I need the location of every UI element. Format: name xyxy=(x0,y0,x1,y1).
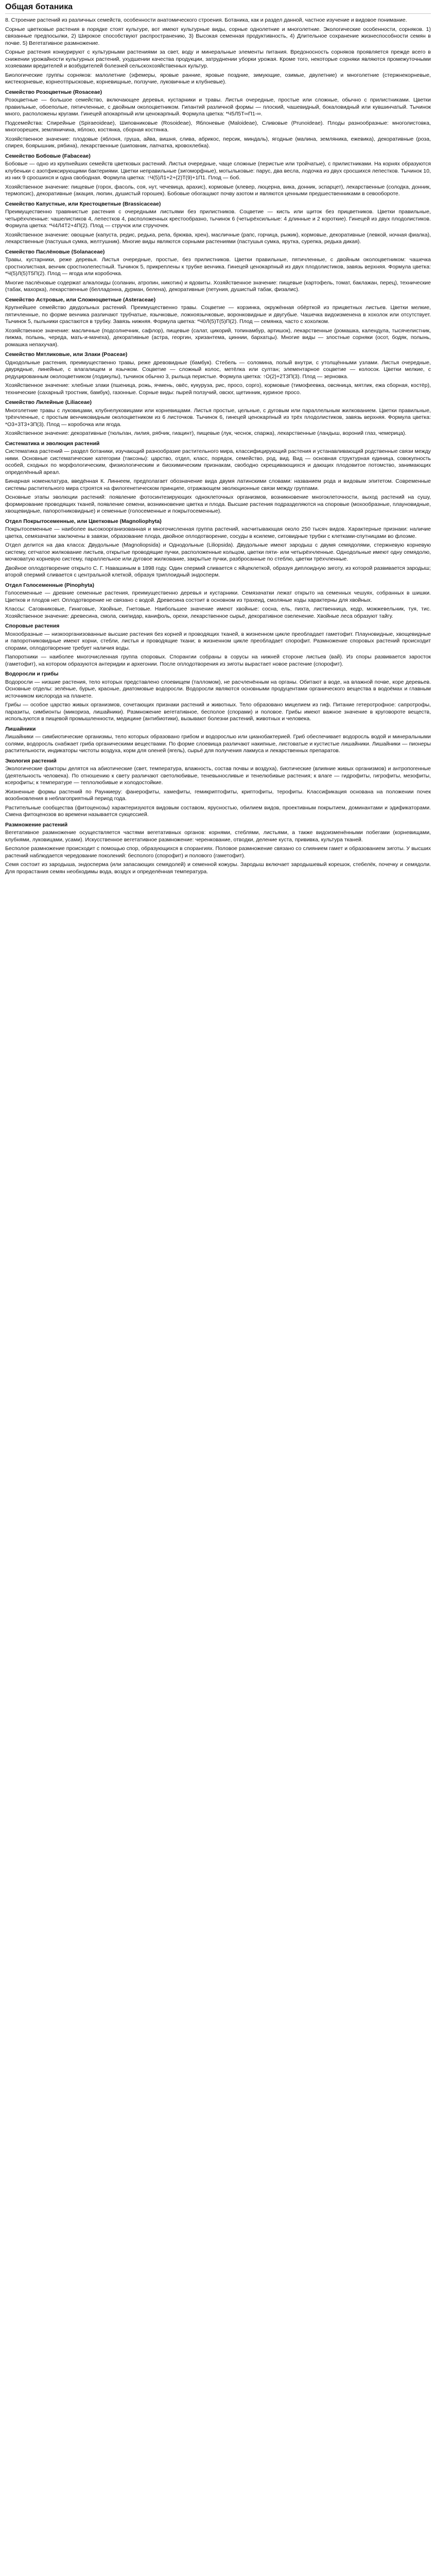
section-title: Семейство Бобовые (Fabaceae) xyxy=(5,152,91,159)
paragraph: Подсемейства: Спирейные (Spiraeoideae), Шиповниковые (Rosoideae), Яблоневые (Maloideae), Сливовые (Prunoideae). Плоды разнообразные: многолистовка, многоорешек, земляничина, яблоко, костянка, сборная костянка. xyxy=(5,120,431,133)
paragraph: Систематика растений — раздел ботаники, изучающий разнообразие растительного мира, классифицирующий растения и устанавливающий родственные связи между ними. Основные систематические категории (таксоны): царство, отдел, класс, порядок, семейство, род, вид. Вид — основная структурная единица, совокупность особей, сходных по морфологическим, физиологическим и биохимическим признакам, свободно скрещивающихся и дающих плодовитое потомство, занимающих определённый ареал. xyxy=(5,448,431,476)
section xyxy=(5,822,431,876)
paragraph: 8. Строение растений из различных семейств, особенности анатомического строения. Ботаника, как и раздел данной, частное изучение и видовое понимание. xyxy=(5,17,407,23)
section xyxy=(5,399,431,437)
paragraph: Хозяйственное значение: пищевые (горох, фасоль, соя, нут, чечевица, арахис), кормовые (клевер, люцерна, вика, донник, эспарцет), лекарственные (солодка, донник, термопсис), декоративные (акация, люпин, душистый горошек). Бобовые обогащают почву азотом и являются ценными предшественниками в севообороте. xyxy=(5,183,431,197)
paragraph: Крупнейшее семейство двудольных растений. Преимущественно травы. Соцветие — корзинка, окружённая обёрткой из прицветных листьев. Цветки мелкие, пятичленные, по форме венчика различают трубчатые, язычковые, ложноязычковые, воронковидные и двугубые. Чашечка видоизменена в хохолок или отсутствует. Тычинок 5, пыльники срастаются в трубку. Завязь нижняя. Формула цветка: *Ч0Л(5)Т(5)П(2). Плод — семянка, часто с хохолком. xyxy=(5,304,431,325)
section-title: Систематика и эволюция растений xyxy=(5,440,100,447)
section xyxy=(5,249,431,294)
section xyxy=(5,518,431,579)
section-title: Размножение растений xyxy=(5,821,68,828)
section xyxy=(5,623,431,668)
paragraph: Классы: Саговниковые, Гинкговые, Хвойные, Гнетовые. Наибольшее значение имеют хвойные: сосна, ель, пихта, лиственница, кедр, можжевельник, туя, тис. Хозяйственное значение: древесина, смола, скипидар, канифоль, орехи, лекарственное сырьё, декоративное озеленение. Хвойные леса образуют тайгу. xyxy=(5,606,431,619)
paragraph: Голосеменные — древние семенные растения, преимущественно деревья и кустарники. Семязачатки лежат открыто на семенных чешуях, собранных в шишки. Цветков и плодов нет. Оплодотворение не связано с водой. Древесина состоит в основном из трахеид, смоляные ходы характерны для хвойных. xyxy=(5,590,431,603)
section-title: Отдел Покрытосеменные, или Цветковые (Magnoliophyta) xyxy=(5,518,162,524)
section-title: Отдел Голосеменные (Pinophyta) xyxy=(5,582,94,588)
section xyxy=(5,440,431,515)
paragraph: Травы, кустарники, реже деревья. Листья очередные, простые, без прилистников. Цветки правильные, пятичленные, с двойным околоцветником: чашечка сростнолистная, венчик сростнолепестный. Тычинок 5, прикреплены к трубке венчика. Гинецей ценокарпный из двух плодолистиков, завязь верхняя. Формула цветка: *Ч(5)Л(5)Т5П(2). Плод — ягода или коробочка. xyxy=(5,257,431,277)
paragraph: Розоцветные — большое семейство, включающее деревья, кустарники и травы. Листья очередные, простые или сложные, обычно с прилистниками. Цветки правильные, обоеполые, пятичленные, с двойным околоцветником. Гипантий различной формы — плоский, чашевидный, бокаловидный или кувшинчатый. Тычинок много, расположены кругами. Гинецей апокарпный или ценокарпный. Формула цветка: *Ч5Л5Т∞П1-∞. xyxy=(5,97,431,117)
section-title: Семейство Астровые, или Сложноцветные (Asteraceae) xyxy=(5,296,156,303)
paragraph: Сорные цветковые растения в порядке стоят культуре, вот имеют культурные виды, сорные однолетние и многолетние. Экологические особенности, сорняков. 1) связанные предпосылки, 2) Широкое способствуют распространению, 3) Высокая семенная продуктивность, 4) Длительное сохранение жизнеспособности семян в почве. 5) Вегетативное размножение. xyxy=(5,26,431,46)
paragraph: Жизненные формы растений по Раункиеру: фанерофиты, хамефиты, гемикриптофиты, криптофиты, терофиты. Классификация основана на положении почек возобновления в неблагоприятный период года. xyxy=(5,788,431,802)
paragraph: Семя состоит из зародыша, эндосперма (или запасающих семядолей) и семенной кожуры. Зародыш включает зародышевый корешок, стебелёк, почечку и семядоли. Для прорастания семян необходимы вода, воздух и определённая температура. xyxy=(5,861,431,875)
section xyxy=(5,351,431,396)
paragraph: Однодольные растения, преимущественно травы, реже древовидные (бамбук). Стебель — соломина, полый внутри, с утолщёнными узлами. Листья очередные, двурядные, линейные, с влагалищем и язычком. Соцветие — сложный колос, метёлка или султан; элементарное соцветие — колосок. Цветки мелкие, с редуцированным околоцветником (лодикулы), тычинок обычно 3, рыльца перистые. Формула цветка: ↑О(2)+2Т3П(3). Плод — зерновка. xyxy=(5,359,431,380)
section-title: Семейство Капустные, или Крестоцветные (Brassicaceae) xyxy=(5,200,161,207)
paragraph: Бобовые — одно из крупнейших семейств цветковых растений. Листья очередные, чаще сложные (перистые или тройчатые), с прилистниками. На корнях образуются клубеньки с азотфиксирующими бактериями. Цветки неправильные (зигоморфные), мотыльковые: парус, два весла, лодочка из двух сросшихся лепестков. Тычинок 10, из них 9 сросшихся и одна свободная. Формула цветка: ↑Ч(5)Л1+2+(2)Т(9)+1П1. Плод — боб. xyxy=(5,161,431,181)
paragraph: Хозяйственное значение: декоративные (тюльпан, лилия, рябчик, гиацинт), пищевые (лук, чеснок, спаржа), лекарственные (ландыш, вороний глаз, чемерица). xyxy=(5,430,407,436)
section xyxy=(5,758,431,819)
paragraph: Водоросли — низшие растения, тело которых представлено слоевищем (талломом), не расчленённым на органы. Обитают в воде, на влажной почве, коре деревьев. Основные отделы: зелёные, бурые, красные, диатомовые водоросли. Водоросли являются основными продуцентами органического вещества в водоёмах и главным источником кислорода на планете. xyxy=(5,679,431,699)
paragraph: Многие паслёновые содержат алкалоиды (соланин, атропин, никотин) и ядовиты. Хозяйственное значение: пищевые (картофель, томат, баклажан, перец), технические (табак, махорка), лекарственные (белладонна, дурман, белена), декоративные (петуния, душистый табак, физалис). xyxy=(5,279,431,293)
paragraph: Биологические группы сорняков: малолетние (эфемеры, яровые ранние, яровые поздние, зимующие, озимые, двулетние) и многолетние (стержнекорневые, кистекорневые, корнеотпрысковые, корневищные, ползучие, луковичные и клубневые). xyxy=(5,72,431,85)
paragraph: Основные этапы эволюции растений: появление фотосинтезирующих одноклеточных организмов, возникновение многоклеточности, выход растений на сушу, формирование проводящих тканей, появление семени, возникновение цветка и плода. Высшие растения подразделяются на споровые (мохообразные, плауновидные, хвощевидные, папоротниковидные) и семенные (голосеменные и покрытосеменные). xyxy=(5,494,431,514)
paragraph: Мохообразные — низкоорганизованные высшие растения без корней и проводящих тканей, в жизненном цикле преобладает гаметофит. Плауновидные, хвощевидные и папоротниковидные имеют корни, стебли, листья и проводящие ткани; в жизненном цикле преобладает спорофит. Размножение споровых растений происходит спорами, оплодотворение требует наличия воды. xyxy=(5,631,431,651)
paragraph: Хозяйственное значение: масличные (подсолнечник, сафлор), пищевые (салат, цикорий, топинамбур, артишок), лекарственные (ромашка, календула, тысячелистник, пижма, полынь, череда, мать-и-мачеха), декоративные (астра, георгин, хризантема, циннии, бархатцы). Многие виды — злостные сорняки (осот, бодяк, полынь, ромашка непахучая). xyxy=(5,327,431,348)
section xyxy=(5,671,431,723)
section-title: Водоросли и грибы xyxy=(5,671,59,677)
section xyxy=(5,89,431,150)
section-title: Споровые растения xyxy=(5,623,60,629)
paragraph: Преимущественно травянистые растения с очередными листьями без прилистников. Соцветие — кисть или щиток без прицветников. Цветки правильные, четырёхчленные: чашелистиков 4, лепестков 4, расположенных крестообразно, тычинок 6 (четырёхсильные: 4 длинные и 2 короткие). Гинецей из двух плодолистиков. Формула цветка: *Ч4Л4Т2+4П(2). Плод — стручок или стручочек. xyxy=(5,209,431,229)
document-page xyxy=(0,0,436,883)
page-title: Общая ботаника xyxy=(5,2,431,14)
section xyxy=(5,726,431,755)
section-title: Семейство Розоцветные (Rosaceae) xyxy=(5,89,102,95)
paragraph: Хозяйственное значение: овощные (капуста, редис, редька, репа, брюква, хрен), масличные (рапс, горчица, рыжик), кормовые, декоративные (левкой, ночная фиалка), лекарственные (пастушья сумка, желтушник). Многие виды являются сорными растениями (пастушья сумка, ярутка, сурепка, редька дикая). xyxy=(5,231,431,245)
paragraph: Экологические факторы делятся на абиотические (свет, температура, влажность, состав почвы и воздуха), биотические (влияние живых организмов) и антропогенные (деятельность человека). По отношению к свету различают светолюбивые, теневыносливые и тенелюбивые растения; к влаге — гидрофиты, гигрофиты, мезофиты, ксерофиты; к температуре — теплолюбивые и холодостойкие. xyxy=(5,766,431,786)
paragraph: Многолетние травы с луковицами, клубнелуковицами или корневищами. Листья простые, цельные, с дуговым или параллельным жилкованием. Цветки правильные, трёхчленные, с простым венчиковидным околоцветником из 6 листочков. Тычинок 6, гинецей ценокарпный из трёх плодолистиков, завязь верхняя. Формула цветка: *О3+3Т3+3П(3). Плод — коробочка или ягода. xyxy=(5,407,431,428)
paragraph: Вегетативное размножение осуществляется частями вегетативных органов: корнями, стеблями, листьями, а также видоизменёнными побегами (корневищами, клубнями, луковицами, усами). Искусственное вегетативное размножение: черенкование, отводки, деление куста, прививка, культура тканей. xyxy=(5,829,431,843)
section-title: Семейство Лилейные (Liliaceae) xyxy=(5,399,92,405)
paragraph: Бинарная номенклатура, введённая К. Линнеем, предполагает обозначение вида двумя латинскими словами: названием рода и видовым эпитетом. Современные системы растительного мира строятся на филогенетическом принципе, отражающем эволюционные связи между группами. xyxy=(5,478,431,492)
section xyxy=(5,201,431,246)
paragraph: Грибы — особое царство живых организмов, сочетающих признаки растений и животных. Тело образовано мицелием из гиф. Питание гетеротрофное: сапротрофы, паразиты, симбионты (микориза, лишайники). Размножение вегетативное, бесполое (спорами) и половое. Грибы имеют важное значение в круговороте веществ, используются в пищевой промышленности, медицине (антибиотики), вызывают болезни растений, животных и человека. xyxy=(5,702,431,722)
section xyxy=(5,582,431,620)
paragraph: Растительные сообщества (фитоценозы) характеризуются видовым составом, ярусностью, обилием видов, проективным покрытием, доминантами и эдификаторами. Смена фитоценозов во времени называется сукцессией. xyxy=(5,804,431,818)
document-body xyxy=(5,17,431,875)
paragraph: Двойное оплодотворение открыто С. Г. Навашиным в 1898 году. Один спермий сливается с яйцеклеткой, образуя диплоидную зиготу, из которой развивается зародыш; второй спермий сливается с центральной клеткой, образуя триплоидный эндосперм. xyxy=(5,565,431,578)
paragraph: Бесполое размножение происходит с помощью спор, образующихся в спорангиях. Половое размножение связано со слиянием гамет и образованием зиготы. У высших растений наблюдается чередование поколений: бесполого (спорофит) и полового (гаметофит). xyxy=(5,845,431,859)
paragraph: Хозяйственное значение: хлебные злаки (пшеница, рожь, ячмень, овёс, кукуруза, рис, просо, сорго), кормовые (тимофеевка, овсяница, мятлик, ежа сборная, костёр), технические (сахарный тростник, бамбук), газонные. Сорные виды: пырей ползучий, овсюг, щетинник, куриное просо. xyxy=(5,382,431,396)
paragraph: Отдел делится на два класса: Двудольные (Magnoliopsida) и Однодольные (Liliopsida). Двудольные имеют зародыш с двумя семядолями, стержневую корневую систему, сетчатое жилкование листьев, открытые проводящие пучки, расположенные кольцом, цветки пяти- или четырёхчленные. Однодольные имеют одну семядолю, мочковатую корневую систему, параллельное или дуговое жилкование, закрытые пучки, разбросанные по стеблю, цветки трёхчленные. xyxy=(5,542,431,562)
section-title: Экология растений xyxy=(5,757,57,764)
paragraph: Хозяйственное значение: плодовые (яблоня, груша, айва, вишня, слива, абрикос, персик, миндаль), ягодные (малина, земляника, ежевика), декоративные (роза, спирея, боярышник, рябина), лекарственные (шиповник, лапчатка, кровохлебка). xyxy=(5,135,431,149)
section xyxy=(5,17,431,86)
paragraph: Лишайники — симбиотические организмы, тело которых образовано грибом и водорослью или цианобактерией. Гриб обеспечивает водоросль водой и минеральными солями, водоросль снабжает гриба органическими веществами. По форме слоевища различают накипные, листоватые и кустистые лишайники. Лишайники — пионеры растительности, индикаторы чистоты воздуха, корм для оленей (ягель), сырьё для получения лакмуса и лекарственных препаратов. xyxy=(5,734,431,754)
paragraph: Покрытосеменные — наиболее высокоорганизованная и многочисленная группа растений, насчитывающая около 250 тысяч видов. Характерные признаки: наличие цветка, семязачатки заключены в завязи, образование плода, двойное оплодотворение, сосуды в ксилеме, ситовидные трубки с клетками-спутницами во флоэме. xyxy=(5,526,431,539)
section-title: Лишайники xyxy=(5,725,36,732)
section-title: Семейство Мятликовые, или Злаки (Poaceae) xyxy=(5,351,128,358)
section xyxy=(5,297,431,349)
section xyxy=(5,153,431,198)
paragraph: Сорные растения конкурируют с культурными растениями за свет, воду и минеральные элементы питания. Вредоносность сорняков проявляется прежде всего в снижении урожайности культурных растений, ухудшении качества продукции, затруднении уборки урожая. Кроме того, некоторые сорняки являются промежуточными хозяевами вредителей и возбудителей болезней сельскохозяйственных культур. xyxy=(5,49,431,69)
section-title: Семейство Паслёновые (Solanaceae) xyxy=(5,248,105,255)
paragraph: Папоротники — наиболее многочисленная группа споровых. Спорангии собраны в сорусы на нижней стороне листьев (вай). Из споры развивается заросток (гаметофит), на котором образуются антеридии и архегонии. После оплодотворения из зиготы вырастает новое растение (спорофит). xyxy=(5,654,431,667)
